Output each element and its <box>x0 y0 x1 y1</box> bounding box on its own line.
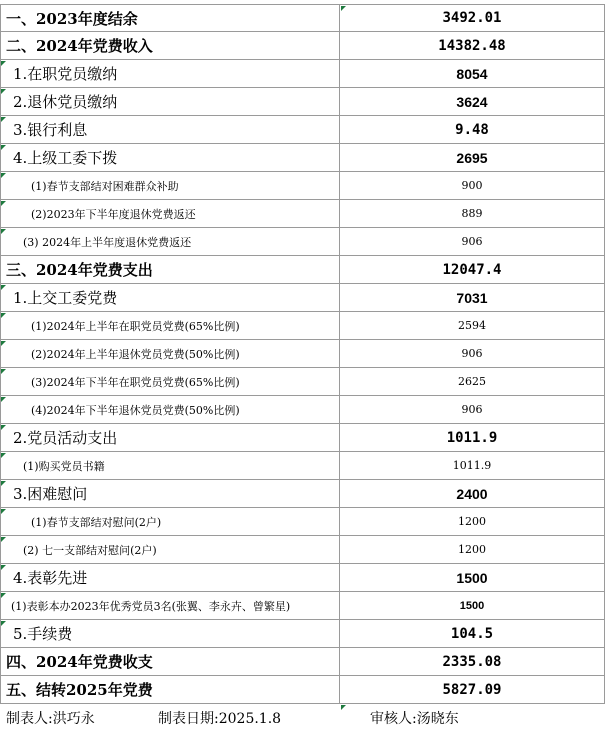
row-value[interactable]: 2594 <box>340 312 605 339</box>
comment-marker-icon <box>1 313 6 318</box>
reviewer-label[interactable]: 审核人:汤晓东 <box>370 711 459 727</box>
row-label[interactable]: 5.手续费 <box>0 620 340 647</box>
row-value[interactable]: 14382.48 <box>340 32 605 59</box>
table-row[interactable] <box>0 284 605 312</box>
table-row[interactable] <box>0 592 605 620</box>
comment-marker-icon <box>1 453 6 458</box>
row-label[interactable]: (1)2024年上半年在职党员党费(65%比例) <box>0 312 340 339</box>
row-value[interactable]: 889 <box>340 200 605 227</box>
table-row[interactable] <box>0 396 605 424</box>
row-value[interactable]: 2625 <box>340 368 605 395</box>
row-label[interactable]: (2) 七一支部结对慰问(2户) <box>0 536 340 563</box>
table-row[interactable] <box>0 144 605 172</box>
row-value[interactable]: 3492.01 <box>340 5 605 31</box>
table-row[interactable] <box>0 452 605 480</box>
comment-marker-icon <box>1 117 6 122</box>
table-row[interactable] <box>0 228 605 256</box>
table-row[interactable] <box>0 4 605 32</box>
row-value[interactable]: 2400 <box>340 480 605 507</box>
date-label[interactable]: 制表日期:2025.1.8 <box>158 711 282 727</box>
row-value[interactable]: 1011.9 <box>340 424 605 451</box>
row-value[interactable]: 2335.08 <box>340 648 605 675</box>
comment-marker-icon <box>1 397 6 402</box>
comment-marker-icon <box>1 369 6 374</box>
row-value[interactable]: 1200 <box>340 508 605 535</box>
table-row[interactable] <box>0 172 605 200</box>
row-label[interactable]: (2)2024年上半年退休党员党费(50%比例) <box>0 340 340 367</box>
row-label[interactable]: (1)表彰本办2023年优秀党员3名(张翼、李永卉、曾繁星) <box>0 592 340 619</box>
table-row[interactable] <box>0 368 605 396</box>
table-row[interactable] <box>0 424 605 452</box>
comment-marker-icon <box>1 145 6 150</box>
row-label[interactable]: 一、2023年度结余 <box>0 5 340 31</box>
row-label[interactable]: (4)2024年下半年退休党员党费(50%比例) <box>0 396 340 423</box>
comment-marker-icon <box>1 173 6 178</box>
row-label[interactable]: (1)春节支部结对慰问(2户) <box>0 508 340 535</box>
row-value[interactable]: 1500 <box>340 592 605 619</box>
comment-marker-icon <box>1 593 6 598</box>
signature-footer <box>0 704 607 729</box>
row-label[interactable]: 四、2024年党费收支 <box>0 648 340 675</box>
table-row[interactable] <box>0 256 605 284</box>
table-row[interactable] <box>0 312 605 340</box>
table-row[interactable] <box>0 32 605 60</box>
table-row[interactable] <box>0 200 605 228</box>
comment-marker-icon <box>1 621 6 626</box>
row-label[interactable]: 五、结转2025年党费 <box>0 676 340 703</box>
comment-marker-icon <box>1 89 6 94</box>
table-row[interactable] <box>0 676 605 704</box>
comment-marker-icon <box>1 425 6 430</box>
row-label[interactable]: 3.困难慰问 <box>0 480 340 507</box>
row-label[interactable]: 1.在职党员缴纳 <box>0 60 340 87</box>
row-label[interactable]: 2.退休党员缴纳 <box>0 88 340 115</box>
row-value[interactable]: 9.48 <box>340 116 605 143</box>
row-value[interactable]: 1200 <box>340 536 605 563</box>
row-value[interactable]: 5827.09 <box>340 676 605 703</box>
table-row[interactable] <box>0 564 605 592</box>
row-value[interactable]: 7031 <box>340 284 605 311</box>
table-row[interactable] <box>0 508 605 536</box>
row-label[interactable]: (3) 2024年上半年度退休党费返还 <box>0 228 340 255</box>
row-value[interactable]: 2695 <box>340 144 605 171</box>
row-value[interactable]: 104.5 <box>340 620 605 647</box>
row-value[interactable]: 1500 <box>340 564 605 591</box>
row-value[interactable]: 906 <box>340 228 605 255</box>
comment-marker-icon <box>1 285 6 290</box>
row-value[interactable]: 8054 <box>340 60 605 87</box>
row-label[interactable]: (3)2024年下半年在职党员党费(65%比例) <box>0 368 340 395</box>
row-value[interactable]: 906 <box>340 396 605 423</box>
row-value[interactable]: 3624 <box>340 88 605 115</box>
comment-marker-icon <box>1 481 6 486</box>
row-label[interactable]: 3.银行利息 <box>0 116 340 143</box>
comment-marker-icon <box>1 509 6 514</box>
table-row[interactable] <box>0 88 605 116</box>
row-label[interactable]: (1)购买党员书籍 <box>0 452 340 479</box>
comment-marker-icon <box>341 6 346 11</box>
comment-marker-icon <box>1 565 6 570</box>
comment-marker-icon <box>1 537 6 542</box>
row-label[interactable]: 1.上交工委党费 <box>0 284 340 311</box>
table-row[interactable] <box>0 60 605 88</box>
preparer-label[interactable]: 制表人:洪巧永 <box>6 711 95 727</box>
row-label[interactable]: (1)春节支部结对困难群众补助 <box>0 172 340 199</box>
row-value[interactable]: 900 <box>340 172 605 199</box>
row-value[interactable]: 1011.9 <box>340 452 605 479</box>
table-row[interactable] <box>0 648 605 676</box>
row-label[interactable]: 4.上级工委下拨 <box>0 144 340 171</box>
table-row[interactable] <box>0 536 605 564</box>
row-value[interactable]: 12047.4 <box>340 256 605 283</box>
table-row[interactable] <box>0 620 605 648</box>
table-row[interactable] <box>0 340 605 368</box>
row-label[interactable]: 2.党员活动支出 <box>0 424 340 451</box>
comment-marker-icon <box>1 341 6 346</box>
table-row[interactable] <box>0 116 605 144</box>
row-value[interactable]: 906 <box>340 340 605 367</box>
comment-marker-icon <box>1 229 6 234</box>
row-label[interactable]: 二、2024年党费收入 <box>0 32 340 59</box>
row-label[interactable]: 三、2024年党费支出 <box>0 256 340 283</box>
comment-marker-icon <box>1 201 6 206</box>
table-row[interactable] <box>0 480 605 508</box>
row-label[interactable]: (2)2023年下半年度退休党费返还 <box>0 200 340 227</box>
comment-marker-icon <box>341 705 346 710</box>
comment-marker-icon <box>1 61 6 66</box>
row-label[interactable]: 4.表彰先进 <box>0 564 340 591</box>
